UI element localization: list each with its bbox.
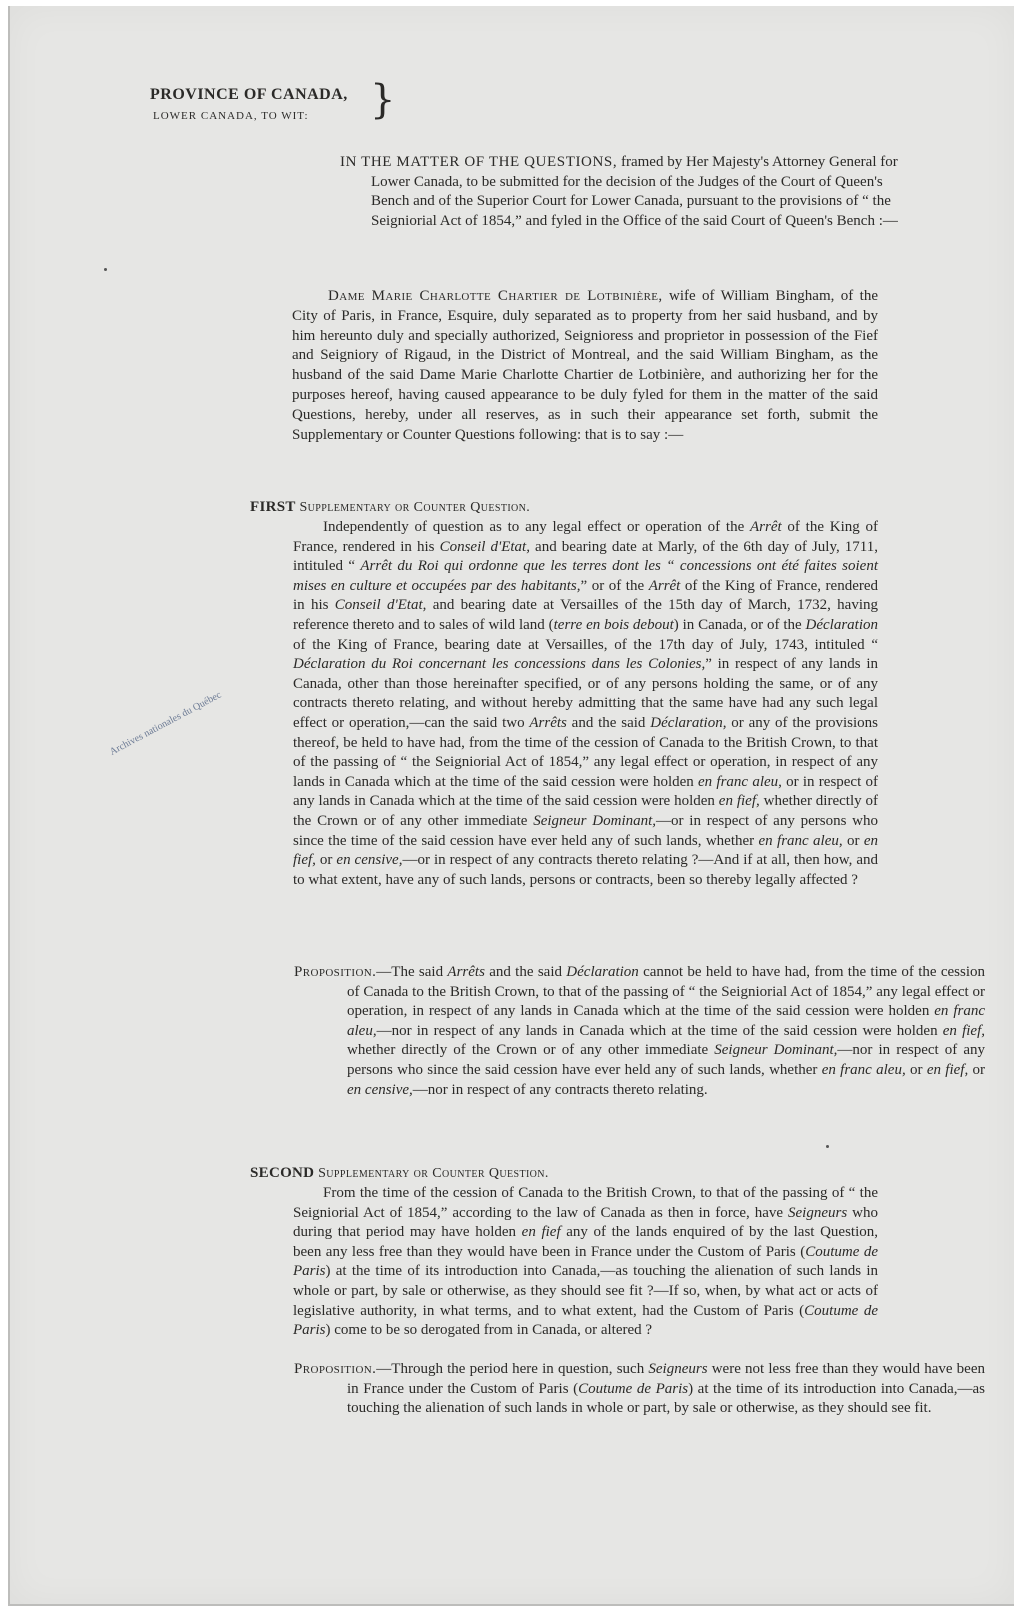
second-ordinal: SECOND [250, 1165, 315, 1181]
paper-speck [104, 268, 107, 271]
first-label: Supplementary or Counter Question. [299, 500, 531, 515]
first-question-text: Independently of question as to any legal effect or operation of the Arrêt of the King of France, rendered in his Conseil d'Etat, and bearing date at Marly, of the 6th day of July, 1711, intituled “ Arrêt du Roi qui ordonne que les terres dont les “ concessions ont été faites soient mises en culture et occupées par des habitants,” or of the Arrêt of the King of France, rendered in his Conseil d'Etat, and bearing date at Versailles of the 15th day of March, 1732, having reference thereto and to sales of wild land (terre en bois debout) in Canada, or of the Déclaration of the King of France, bearing date at Versailles, of the 17th day of July, 1743, intituled “ Déclaration du Roi concernant les concessions dans les Colonies,” in respect of any lands in Canada, other than those hereinafter specified, or of any persons holding the same, or of any contracts thereto relating, and without hereby admitting that the same have had any such legal effect or operation,—can the said two Arrêts and the said Déclaration, or any of the provisions thereof, be held to have had, from the time of the cession of Canada to the British Crown, to that of the passing of “ the Seigniorial Act of 1854,” any legal effect or operation, in respect of any lands in Canada which at the time of the said cession were holden en franc aleu, or in respect of any lands in Canada which at the time of the said cession were holden en fief, whether directly of the Crown or of any other immediate Seigneur Dominant,—or in respect of any persons who since the time of the said cession have ever held any of such lands, whether en franc aleu, or en fief, or en censive,—or in respect of any contracts thereto relating ?—And if at all, then how, and to what extent, have any of such lands, persons or contracts, been so thereby legally affected ? [293, 519, 879, 888]
brace-icon: } [370, 77, 396, 123]
district-subtitle: LOWER CANADA, TO WIT: [153, 110, 309, 122]
first-proposition: Proposition.—The said Arrêts and the said Déclaration cannot be held to have had, from the time of the cession of Canada to the British Crown, to that of the passing of “ the Seigniorial Act of 1854,” any legal effect or operation, in respect of any lands in Canada which at the time of the said cession were holden en franc aleu,—nor in respect of any lands in Canada which at the time of the said cession were holden en fief, whether directly of the Crown or of any other immediate Seigneur Dominant,—nor in respect of any persons who since the said cession have ever held any of such lands, whether en franc aleu, or en fief, or en censive,—nor in respect of any contracts thereto relating. [294, 964, 986, 1098]
second-label: Supplementary or Counter Question. [318, 1166, 549, 1181]
intro-paragraph [292, 287, 878, 445]
second-proposition: Proposition.—Through the period here in question, such Seigneurs were not less free than they would have been in France under the Custom of Paris (Coutume de Paris) at the time of its introduction into Canada,—as touching the alienation of such lands in whole or part, by sale or otherwise, as they should see fit. [294, 1361, 986, 1417]
paper-speck [826, 1145, 829, 1148]
second-question-text: From the time of the cession of Canada to the British Crown, to that of the passing of “ the Seigniorial Act of 1854,” according to the law of Canada as then in force, have Seigneurs who during that period may have holden en fief any of the lands enquired of by the last Question, been any less free than they would have been in France under the Custom of Paris (Coutume de Paris) at the time of its introduction into Canada,—as touching the alienation of such lands in whole or part, by sale or otherwise, as they should see fit ?—If so, when, by what act or acts of legislative authority, in what terms, and to what extent, had the Custom of Paris (Coutume de Paris) come to be so derogated from in Canada, or altered ? [293, 1185, 879, 1339]
archive-stamp: Archives nationales du Québec [108, 689, 224, 758]
first-question-heading [250, 499, 530, 516]
matter-text: framed by Her Majesty's Attorney General for Lower Canada, to be submitted for the decision of the Judges of the Court of Queen's Bench and of the Superior Court for Lower Canada, pursuant to the provisions of “ the Seigniorial Act of 1854,” and fyled in the Office of the said Court of Queen's Bench :— [371, 154, 898, 229]
province-title: PROVINCE OF CANADA, [150, 86, 348, 103]
document-header [150, 86, 348, 122]
first-ordinal: FIRST [250, 499, 296, 515]
first-proposition-label: Proposition. [294, 964, 377, 980]
intro-text: wife of William Bingham, of the City of Paris, in France, Esquire, duly separated as to property from her said husband, and by him hereunto duly and specially authorized, Seignioress and proprietor in possession of the Fief and Seigniory of Rigaud, in the District of Montreal, and the said William Bingham, as the husband of the said Dame Marie Charlotte Chartier de Lotbinière, and authorizing her for the purposes hereof, having caused appearance to be duly fyled for them in the matter of the said Questions, hereby, under all reserves, as in such their appearance set forth, submit the Supplementary or Counter Questions following: that is to say :— [292, 288, 878, 443]
second-proposition-label: Proposition. [294, 1361, 377, 1377]
petitioner-name: Dame Marie Charlotte Chartier de Lotbinière, [328, 288, 663, 304]
matter-lead: IN THE MATTER OF THE QUESTIONS, [340, 154, 618, 170]
matter-paragraph [340, 153, 909, 231]
second-question-heading [250, 1165, 549, 1182]
